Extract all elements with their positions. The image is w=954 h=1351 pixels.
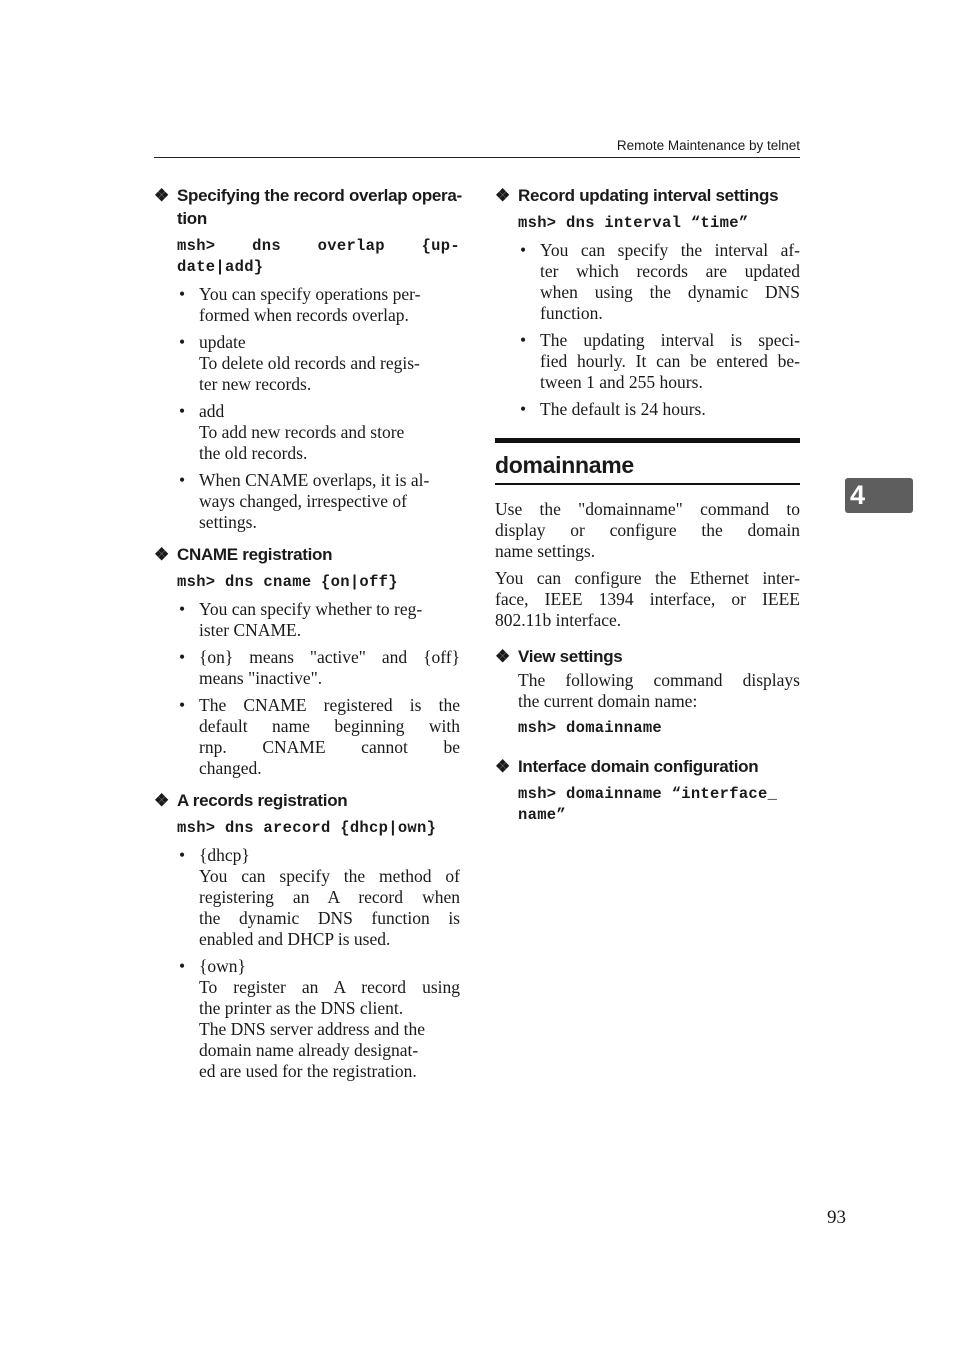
interval-command: msh> dns interval “time”: [518, 214, 749, 232]
interval-bullets: [518, 240, 800, 420]
view-text: The following command displays the current domain name:: [518, 670, 800, 711]
page-number: 93: [827, 1207, 846, 1228]
list-item: • {on} means "active" and {off} means "inactive".: [179, 647, 460, 688]
section-title: domainname: [495, 452, 634, 478]
list-item: • You can specify the interval af- ter which records are updated when using the dynamic DNS function.: [520, 240, 800, 323]
command-line: name”: [518, 806, 567, 824]
diamond-bullet-icon: ❖: [154, 545, 169, 564]
diamond-bullet-icon: ❖: [495, 757, 510, 776]
list-item: • The CNAME registered is the default name beginning with rnp. CNAME cannot be changed.: [179, 695, 460, 778]
chapter-tab: 4: [845, 478, 913, 513]
list-item: • {dhcp} You can specify the method of registering an A record when the dynamic DNS function is enabled and DHCP is used.: [179, 845, 460, 949]
interface-heading: ❖ Interface domain configuration: [495, 757, 759, 776]
section-heading-domainname: [495, 438, 800, 485]
running-header: [154, 138, 800, 158]
overlap-bullets: [177, 284, 460, 533]
diamond-bullet-icon: ❖: [495, 186, 510, 205]
diamond-bullet-icon: ❖: [495, 647, 510, 666]
heading-line: Specifying the record overlap opera-: [177, 186, 462, 205]
command-line: date|add}: [177, 258, 264, 276]
command-line: msh> domainname “interface_: [518, 785, 778, 803]
list-item: • update To delete old records and regis- ter new records.: [179, 332, 420, 394]
overlap-heading: [154, 184, 460, 230]
arecords-bullets: [177, 845, 460, 1082]
list-item: • You can specify whether to reg- ister CNAME.: [179, 599, 423, 640]
left-column: [154, 184, 460, 1092]
interval-heading: ❖ Record updating interval settings: [495, 186, 779, 205]
view-command: msh> domainname: [518, 719, 663, 737]
list-item: • The updating interval is speci- fied hourly. It can be entered be- tween 1 and 255 hours.: [520, 330, 800, 392]
list-item: • add To add new records and store the old records.: [179, 401, 405, 463]
diamond-bullet-icon: ❖: [154, 186, 169, 205]
interface-command: [518, 784, 800, 826]
arecords-heading: ❖ A records registration: [154, 791, 348, 810]
list-item: • You can specify operations per- formed when records overlap.: [179, 284, 421, 325]
arecords-command: msh> dns arecord {dhcp|own}: [177, 819, 437, 837]
overlap-command: [177, 236, 460, 278]
list-item: • The default is 24 hours.: [520, 399, 706, 419]
cname-bullets: [177, 599, 460, 779]
right-column: [495, 184, 800, 832]
paragraph: You can configure the Ethernet inter- face, IEEE 1394 interface, or IEEE 802.11b interface.: [495, 568, 800, 630]
diamond-bullet-icon: ❖: [154, 791, 169, 810]
paragraph: Use the "domainname" command to display or configure the domain name settings.: [495, 499, 800, 561]
view-heading: ❖ View settings: [495, 647, 623, 666]
list-item: • {own} To register an A record using the printer as the DNS client. The DNS server address and the domain name already designat- ed are used for the registration.: [179, 956, 460, 1081]
cname-heading: ❖ CNAME registration: [154, 545, 333, 564]
command-line: msh> dns overlap {up-: [177, 237, 460, 255]
cname-command: msh> dns cname {on|off}: [177, 573, 398, 591]
running-header-title: Remote Maintenance by telnet: [616, 138, 800, 153]
heading-line: tion: [177, 209, 207, 228]
list-item: • When CNAME overlaps, it is al- ways changed, irrespective of settings.: [179, 470, 430, 532]
